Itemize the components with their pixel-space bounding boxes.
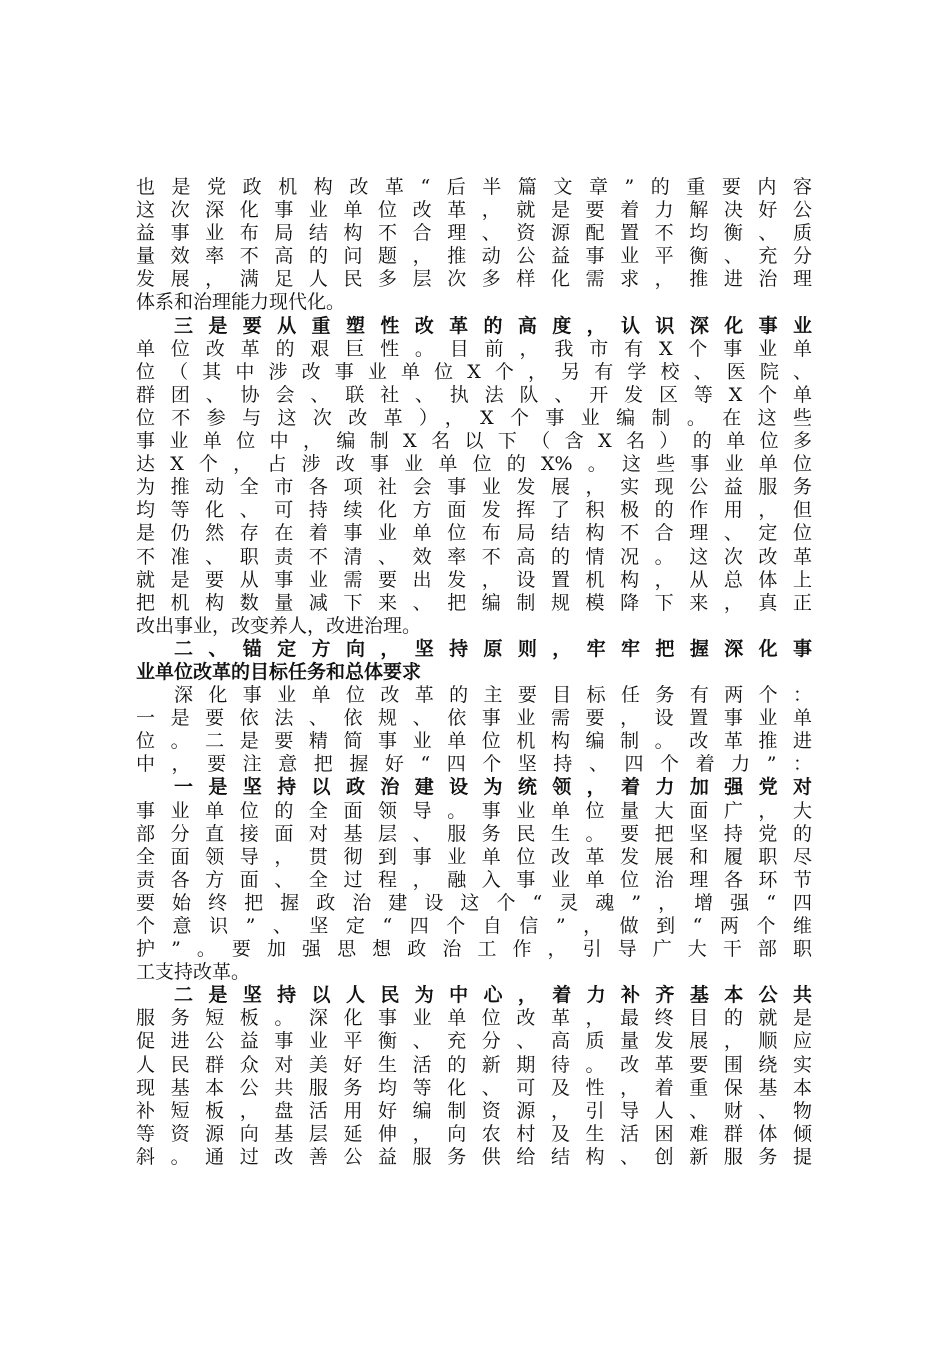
chapter-heading-line: 业单位改革的目标任务和总体要求 [136,660,422,683]
body-line: 补短板，盘活用好编制资源，引导人、财、物 [136,1099,812,1122]
body-line: 责各方面、全过程，融入事业单位治理各环节 [136,868,812,891]
body-line: 斜。通过改善公益服务供给结构、创新服务提 [136,1145,812,1168]
section-heading-line: 一是坚持以政治建设为统领，着力加强党对 [174,776,812,799]
body-line: 不准、职责不清、效率不高的情况。这次改革 [136,545,812,568]
body-line: 工支持改革。 [136,961,251,984]
body-line: 等资源向基层延伸，向农村及生活困难群体倾 [136,1122,812,1145]
body-line: 事业单位的全面领导。事业单位量大面广，大 [136,799,812,822]
body-line: 为推动全市各项社会事业发展，实现公益服务 [136,476,812,499]
body-line: 位不参与这次改革），X个事业编制。在这些 [136,406,812,429]
body-line: 也是党政机构改革“后半篇文章”的重要内容 [136,176,812,198]
body-line: 就是要从事业需要出发，设置机构，从总体上 [136,568,812,591]
body-line: 全面领导，贯彻到事业单位改革发展和履职尽 [136,845,812,868]
body-line: 位。二是要精简事业单位机构编制。改革推进 [136,730,812,753]
document-body [136,176,812,1169]
body-line: 这次深化事业单位改革，就是要着力解决好公 [136,199,812,222]
body-line: 中，要注意把握好“四个坚持、四个着力”： [136,753,812,776]
body-line: 护”。要加强思想政治工作，引导广大干部职 [136,938,812,961]
section-heading-line: 二是坚持以人民为中心，着力补齐基本公共 [174,984,812,1007]
body-line: 部分直接面对基层、服务民生。要把坚持党的 [136,822,812,845]
body-line: 改出事业，改变养人，改进治理。 [136,614,422,637]
body-line: 把机构数量减下来、把编制规模降下来，真正 [136,591,812,614]
body-line: 要始终把握政治建设这个“灵魂”，增强“四 [136,891,812,914]
section-heading-line: 三是要从重塑性改革的高度，认识深化事业 [174,314,812,337]
body-line: 人民群众对美好生活的新期待。改革要围绕实 [136,1053,812,1076]
body-line: 群团、协会、联社、执法队、开发区等X个单 [136,383,812,406]
body-line: 是仍然存在着事业单位布局结构不合理、定位 [136,522,812,545]
body-line: 促进公益事业平衡、充分、高质量发展，顺应 [136,1030,812,1053]
body-line: 现基本公共服务均等化、可及性，着重保基本 [136,1076,812,1099]
body-line: 深化事业单位改革的主要目标任务有两个： [174,684,812,707]
body-line: 单位改革的艰巨性。目前，我市有X个事业单 [136,337,812,360]
body-line: 位（其中涉改事业单位X个，另有学校、医院、 [136,360,812,383]
body-line: 事业单位中，编制X名以下（含X名）的单位多 [136,430,812,453]
body-line: 量效率不高的问题，推动公益事业平衡、充分 [136,245,812,268]
body-line: 体系和治理能力现代化。 [136,291,346,314]
body-line: 均等化、可持续化方面发挥了积极的作用，但 [136,499,812,522]
chapter-heading-line: 二、锚定方向，坚持原则，牢牢把握深化事 [174,637,812,660]
body-line: 服务短板。深化事业单位改革，最终目的就是 [136,1007,812,1030]
body-line: 个意识”、坚定“四个自信”，做到“两个维 [136,915,812,937]
body-line: 达X个，占涉改事业单位的X%。这些事业单位 [136,453,812,476]
body-line: 发展，满足人民多层次多样化需求，推进治理 [136,268,812,291]
body-line: 益事业布局结构不合理、资源配置不均衡、质 [136,222,812,245]
body-line: 一是要依法、依规、依事业需要，设置事业单 [136,707,812,730]
